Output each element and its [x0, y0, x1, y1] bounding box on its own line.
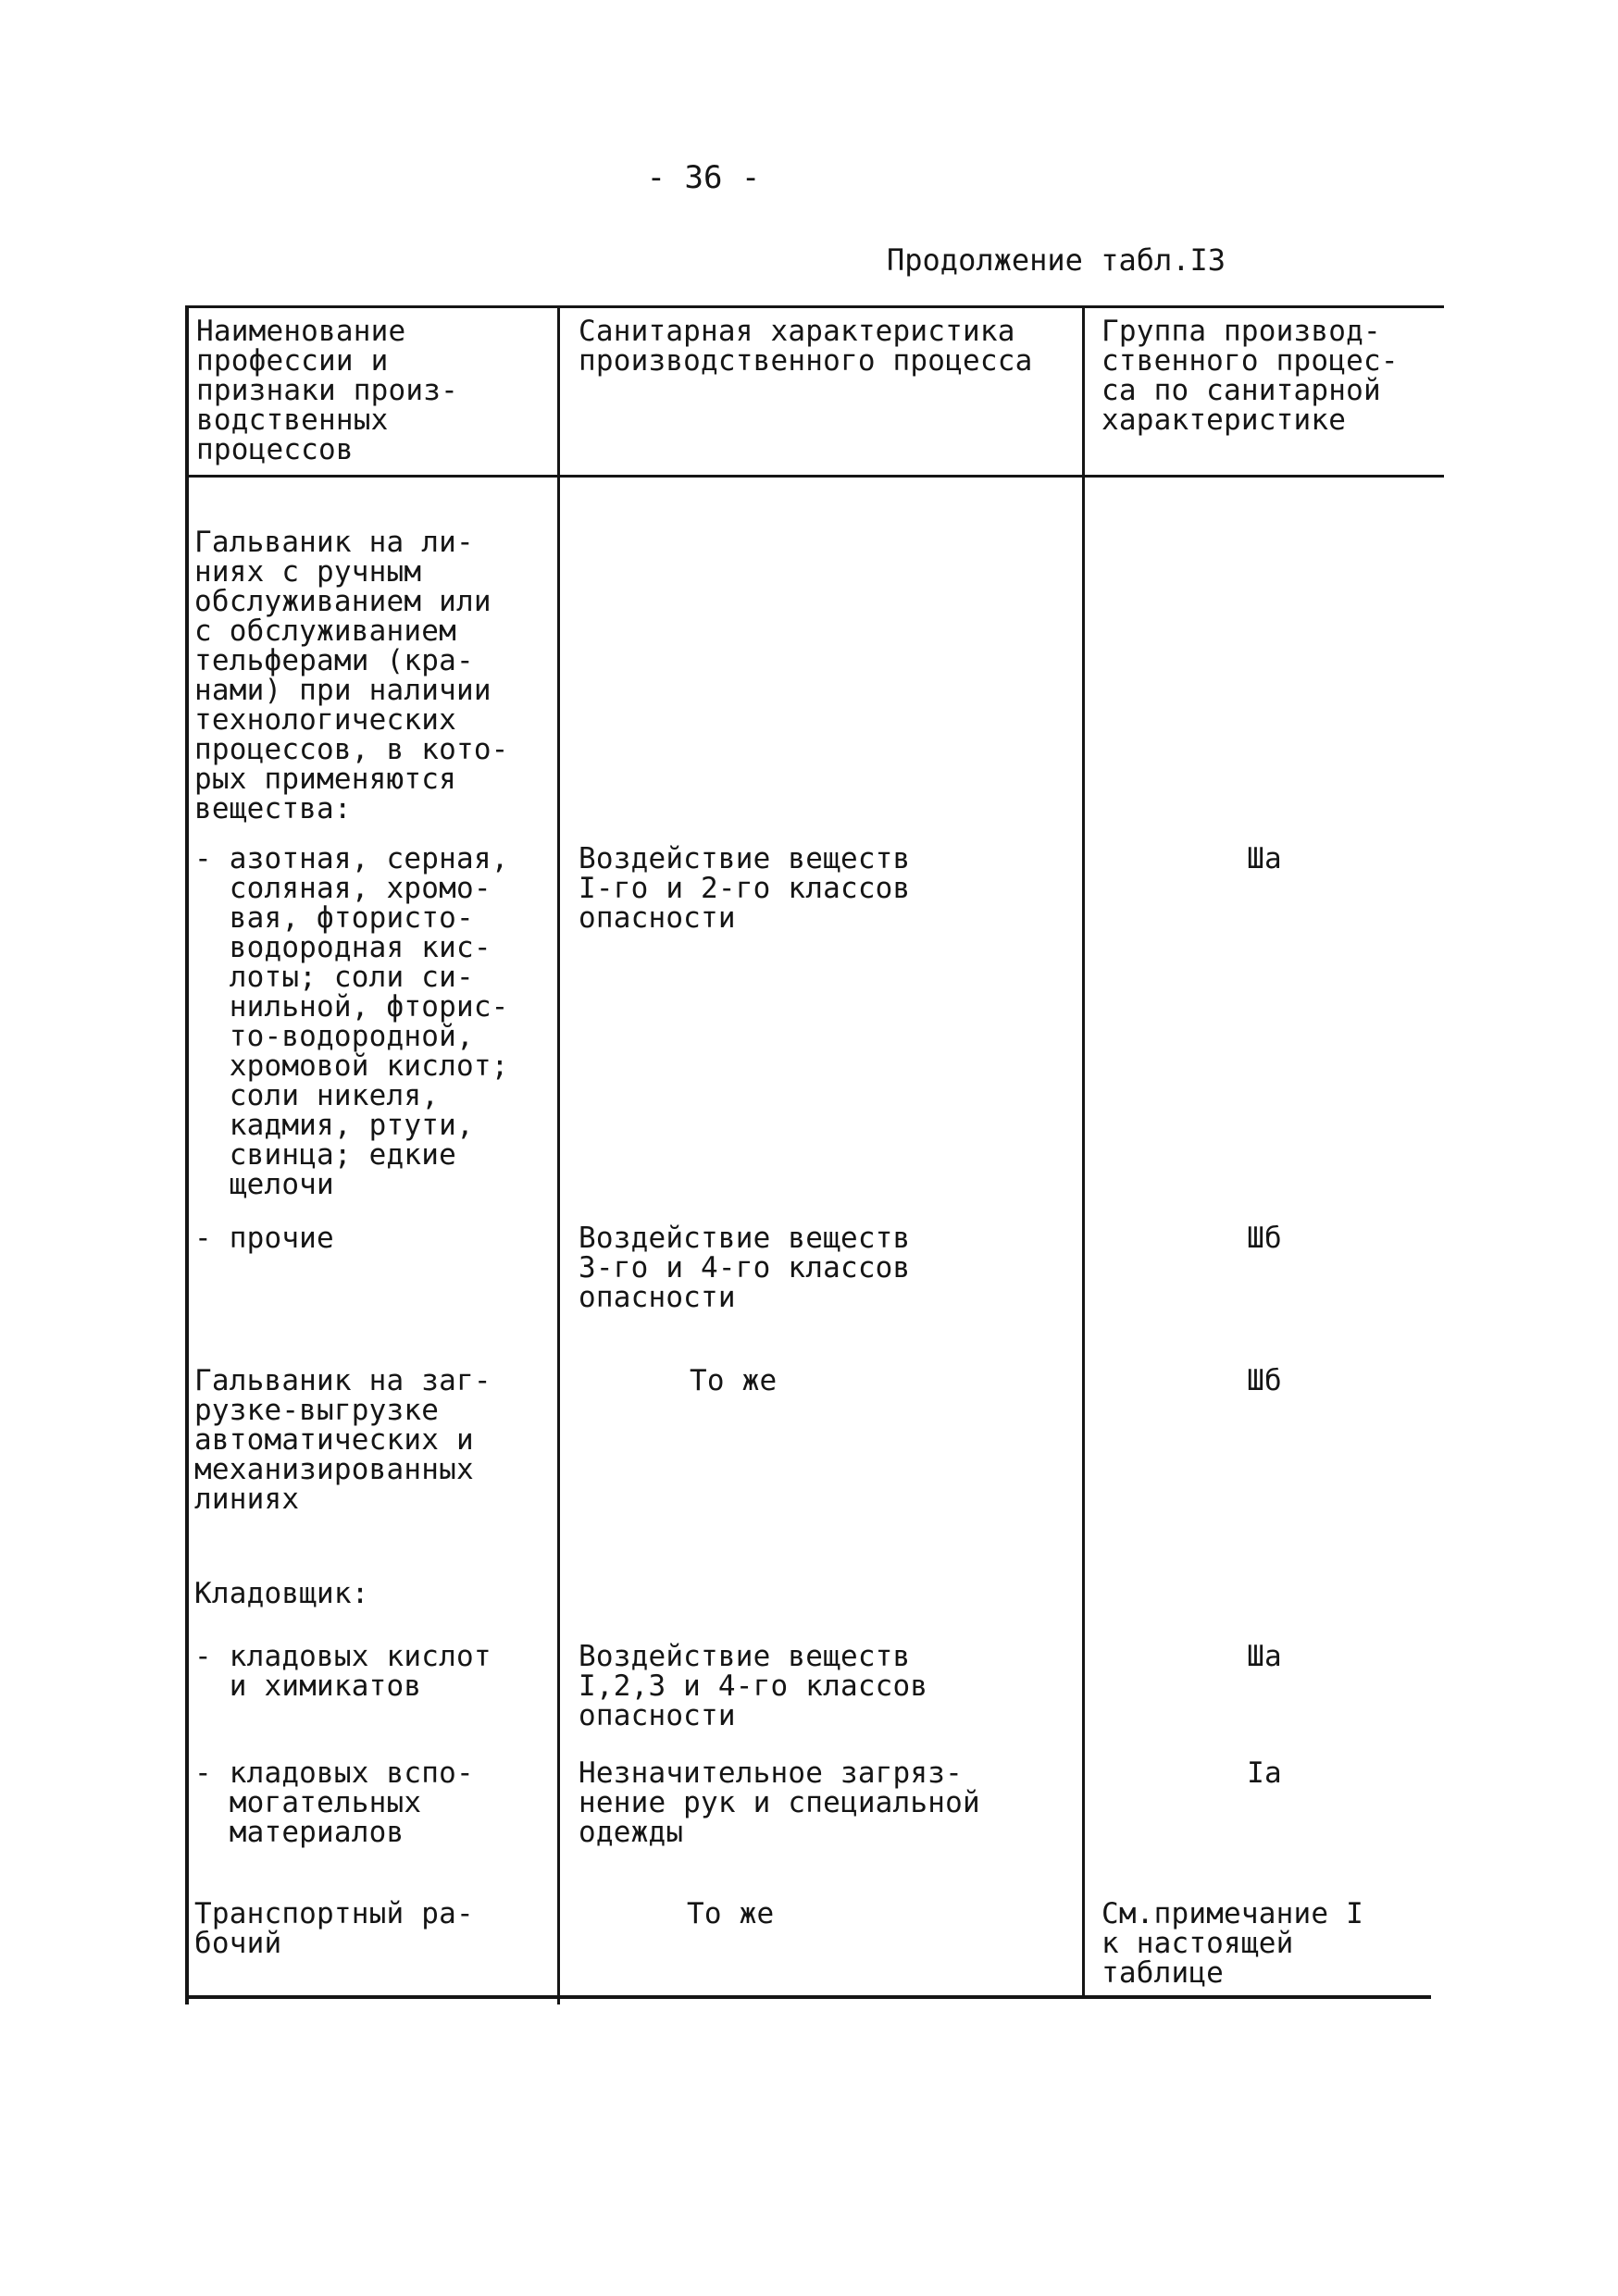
row-transport-worker-name: Транспортный ра- бочий [194, 1897, 474, 1960]
table-column-divider-1 [557, 305, 560, 2004]
row-other-name: - прочие [194, 1222, 334, 1255]
row-acids-characteristic: Воздействие веществ I-го и 2-го классов опасности [579, 842, 911, 935]
row-transport-worker-group: См.примечание I к настоящей таблице [1101, 1897, 1363, 1990]
row-electroplater-automated-characteristic: То же [690, 1364, 778, 1397]
row-other-group: Шб [1247, 1222, 1282, 1255]
row-electroplater-automated-name: Гальваник на заг- рузке-выгрузке автоматических и механизированных линиях [194, 1364, 492, 1516]
table-column-divider-2 [1082, 305, 1085, 1999]
table-bottom-rule [185, 1995, 1431, 1999]
row-storekeeper-name: Кладовщик: [194, 1577, 369, 1610]
row-auxiliary-storage-group: Iа [1247, 1756, 1282, 1790]
row-auxiliary-storage-characteristic: Незначительное загряз- нение рук и специальной одежды [579, 1756, 980, 1849]
row-electroplater-automated-group: Шб [1247, 1364, 1282, 1397]
row-chemicals-storage-name: - кладовых кислот и химикатов [194, 1640, 492, 1703]
row-acids-name: - азотная, серная, соляная, хромо- вая, фтористо- водородная кис- лоты; соли си- нильной, фторис- то-водородной, хромовой кислот; соли никеля, кадмия, ртути, свинца; едкие щелочи [194, 842, 509, 1201]
row-transport-worker-characteristic: То же [687, 1897, 775, 1930]
sanitary-characteristics-table [185, 305, 1444, 2004]
page-number: - 36 - [646, 159, 761, 196]
table-left-rule [185, 305, 189, 2004]
row-other-characteristic: Воздействие веществ 3-го и 4-го классов опасности [579, 1222, 911, 1314]
header-sanitary-characteristic: Санитарная характеристика производственного процесса [579, 315, 1033, 378]
table-header-rule [185, 475, 1444, 478]
row-electroplater-manual-name: Гальваник на ли- ниях с ручным обслуживанием или с обслуживанием тельферами (кра- нами) при наличии технологических процессов, в кото- рых применяются вещества: [194, 526, 509, 825]
table-top-rule [185, 305, 1444, 308]
table-continuation-label: Продолжение табл.I3 [887, 242, 1226, 278]
row-acids-group: Ша [1247, 842, 1282, 875]
row-chemicals-storage-characteristic: Воздействие веществ I,2,3 и 4-го классов опасности [579, 1640, 928, 1732]
row-auxiliary-storage-name: - кладовых вспо- могательных материалов [194, 1756, 474, 1849]
row-chemicals-storage-group: Ша [1247, 1640, 1282, 1673]
header-process-group: Группа производ- ственного процес- са по санитарной характеристике [1101, 315, 1399, 437]
header-profession: Наименование профессии и признаки произ- водственных процессов [196, 315, 458, 466]
